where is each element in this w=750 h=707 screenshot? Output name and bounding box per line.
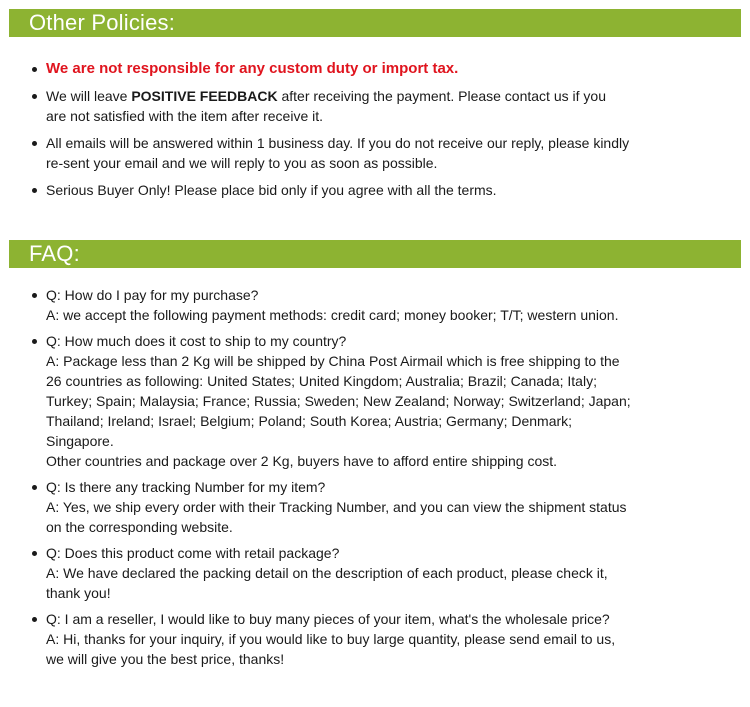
policy-item-emails <box>0 133 750 173</box>
faq-answer-line: thank you! <box>46 585 111 601</box>
faq-answer-line: Thailand; Ireland; Israel; Belgium; Poland; South Korea; Austria; Germany; Denmark; <box>46 413 573 429</box>
emails-line-1: All emails will be answered within 1 business day. If you do not receive our reply, please kindly <box>46 135 630 151</box>
emails-line-2: re-sent your email and we will reply to you as soon as possible. <box>46 155 438 171</box>
faq-item-retail-package <box>0 543 750 603</box>
serious-buyer-text: Serious Buyer Only! Please place bid only if you agree with all the terms. <box>46 182 497 198</box>
faq-item-payment <box>0 285 750 325</box>
faq-answer-line: A: Yes, we ship every order with their Tracking Number, and you can view the shipment status <box>46 499 627 515</box>
faq-answer-line: on the corresponding website. <box>46 519 233 535</box>
faq-answer-line: we will give you the best price, thanks! <box>46 651 285 667</box>
policy-item-duty-warning <box>0 59 750 79</box>
policies-list <box>0 59 750 207</box>
faq-answer-line: Other countries and package over 2 Kg, buyers have to afford entire shipping cost. <box>46 453 558 469</box>
feedback-line-1 <box>46 86 660 106</box>
faq-question: Q: Does this product come with retail package? <box>46 545 340 561</box>
faq-header: FAQ: <box>9 240 741 268</box>
faq-answer: A: we accept the following payment methods: credit card; money booker; T/T; western union. <box>46 307 619 323</box>
faq-answer-line: Turkey; Spain; Malaysia; France; Russia; Sweden; New Zealand; Norway; Switzerland; Japan; <box>46 393 631 409</box>
faq-item-tracking <box>0 477 750 537</box>
policy-item-feedback <box>0 86 750 126</box>
policy-item-serious-buyer <box>0 180 750 200</box>
faq-answer-line: 26 countries as following: United States; United Kingdom; Australia; Brazil; Canada; Italy; <box>46 373 597 389</box>
faq-answer-line: A: Package less than 2 Kg will be shipped by China Post Airmail which is free shipping to the <box>46 353 620 369</box>
faq-item-shipping-cost <box>0 331 750 471</box>
faq-question: Q: How do I pay for my purchase? <box>46 287 259 303</box>
faq-answer-line: A: We have declared the packing detail on the description of each product, please check it, <box>46 565 608 581</box>
positive-feedback-emphasis: POSITIVE FEEDBACK <box>131 88 278 104</box>
duty-warning-text: We are not responsible for any custom duty or import tax. <box>46 60 459 77</box>
faq-item-wholesale <box>0 609 750 669</box>
feedback-text-pre: We will leave <box>46 88 132 104</box>
feedback-line-2: are not satisfied with the item after receive it. <box>46 108 324 124</box>
faq-list <box>0 285 750 675</box>
faq-question: Q: How much does it cost to ship to my country? <box>46 333 347 349</box>
faq-question: Q: Is there any tracking Number for my item? <box>46 479 326 495</box>
faq-answer-line: Singapore. <box>46 433 114 449</box>
other-policies-header: Other Policies: <box>9 9 741 37</box>
feedback-text-post: after receiving the payment. Please contact us if you <box>277 88 606 104</box>
faq-answer-line: A: Hi, thanks for your inquiry, if you would like to buy large quantity, please send email to us, <box>46 631 616 647</box>
faq-question: Q: I am a reseller, I would like to buy many pieces of your item, what's the wholesale price? <box>46 611 610 627</box>
